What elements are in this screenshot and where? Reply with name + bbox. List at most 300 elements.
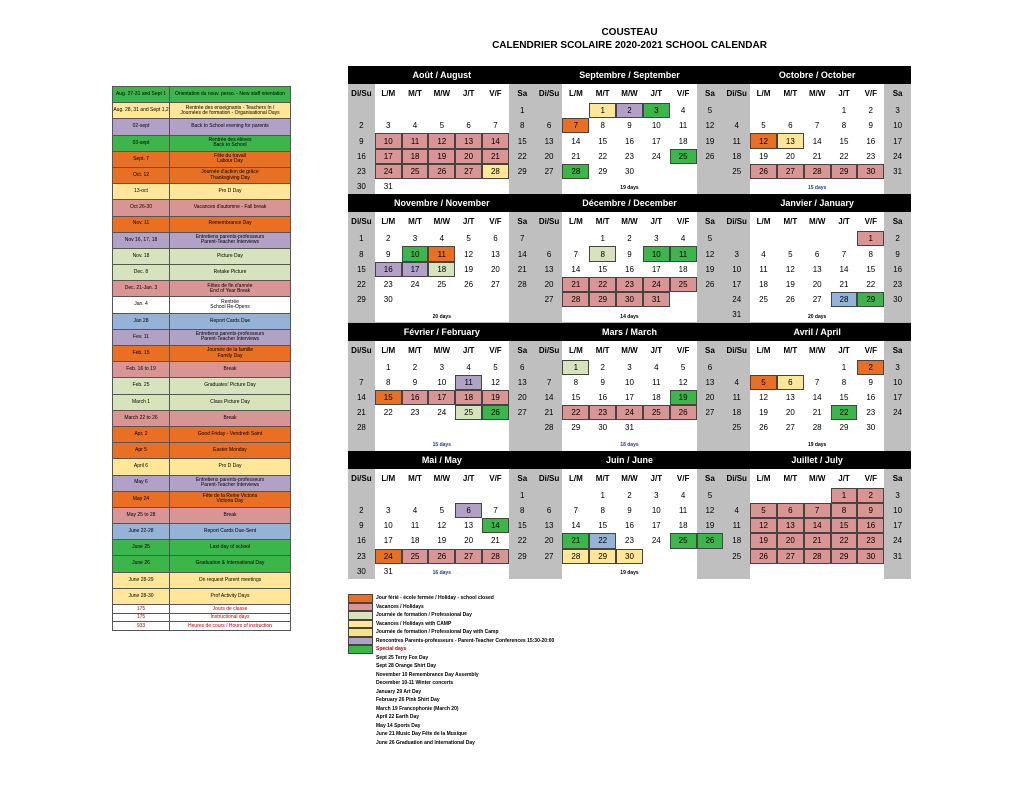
day-cell: 7 <box>831 246 858 261</box>
legend-text: Sept 25 Terry Fox Day <box>376 654 429 661</box>
weekday-header <box>536 469 724 488</box>
weekday-header <box>723 212 911 231</box>
event-description: Fêtes de fin d'année End of Year Break <box>207 282 253 294</box>
event-description: Graduates' Picture Day <box>204 382 256 389</box>
day-cell: 7 <box>562 118 589 133</box>
day-cell: 15 <box>589 518 616 533</box>
day-cell: 6 <box>777 503 804 518</box>
day-cell: 9 <box>375 246 402 261</box>
day-cell <box>884 179 911 194</box>
event-description: Entretiens parents-professeurs Parent-Teacher Interviews <box>195 476 265 489</box>
weekday-label: Sa <box>884 212 911 231</box>
weekday-label: J/T <box>643 212 670 231</box>
event-row <box>113 168 290 184</box>
month-block <box>723 194 911 322</box>
day-cell <box>482 420 509 435</box>
month-title: Septembre / September <box>536 66 724 84</box>
day-cell: 3 <box>375 118 402 133</box>
legend-row <box>348 662 608 671</box>
day-cell: 18 <box>670 518 697 533</box>
day-cell: 27 <box>536 549 563 564</box>
event-date: April 6 <box>113 459 170 474</box>
day-cell: 3 <box>375 503 402 518</box>
event-date: March 22 to 26 <box>113 411 170 426</box>
day-cell: 9 <box>616 118 643 133</box>
day-cell: 27 <box>777 164 804 179</box>
day-cell: 17 <box>884 518 911 533</box>
month-days <box>723 360 911 451</box>
event-description: Rentrée School Re-Opens <box>210 298 250 311</box>
day-cell <box>723 103 750 118</box>
day-cell: 16 <box>589 390 616 405</box>
day-cell <box>750 307 777 322</box>
weekday-label: Di/Su <box>723 212 750 231</box>
legend-swatch <box>348 594 373 603</box>
day-cell: 5 <box>697 488 724 503</box>
day-cell: 15 <box>831 133 858 148</box>
weekday-label: J/T <box>831 84 858 103</box>
school-days-count: 18 days <box>620 441 639 448</box>
day-cell <box>348 103 375 118</box>
day-cell <box>723 231 750 246</box>
event-row <box>113 362 290 378</box>
day-cell: 11 <box>750 262 777 277</box>
month-days <box>348 488 536 579</box>
weekday-label: V/F <box>857 84 884 103</box>
day-cell: 8 <box>589 246 616 261</box>
day-cell: 18 <box>402 533 429 548</box>
legend-text: April 22 Earth Day <box>376 714 420 721</box>
day-cell: 21 <box>482 533 509 548</box>
month-days <box>348 231 536 322</box>
day-cell <box>804 488 831 503</box>
event-date: June 25 <box>113 540 170 555</box>
event-row <box>113 395 290 411</box>
day-cell: 9 <box>348 133 375 148</box>
day-cell: 8 <box>509 503 536 518</box>
day-cell <box>670 436 697 451</box>
event-date: June 28-30 <box>113 589 170 604</box>
day-cell: 22 <box>589 277 616 292</box>
weekday-label: Di/Su <box>348 212 375 231</box>
weekday-label: L/M <box>375 469 402 488</box>
day-cell: 19 <box>750 149 777 164</box>
day-cell: 7 <box>804 375 831 390</box>
weekday-label: V/F <box>482 212 509 231</box>
day-cell <box>455 103 482 118</box>
day-cell <box>643 436 670 451</box>
day-cell: 19 <box>455 262 482 277</box>
weekday-label: Sa <box>697 212 724 231</box>
day-cell: 29 <box>831 164 858 179</box>
day-cell: 10 <box>428 375 455 390</box>
day-cell: 22 <box>589 149 616 164</box>
day-cell: 13 <box>536 262 563 277</box>
legend-swatch <box>348 662 373 671</box>
weekday-label: J/T <box>455 469 482 488</box>
day-cell: 22 <box>375 405 402 420</box>
day-cell: 11 <box>643 375 670 390</box>
day-cell <box>697 549 724 564</box>
day-cell: 30 <box>857 549 884 564</box>
day-cell: 1 <box>562 360 589 375</box>
weekday-label: J/T <box>455 341 482 360</box>
day-cell: 5 <box>750 118 777 133</box>
day-cell <box>643 420 670 435</box>
event-description: On request Parent meetings <box>198 576 262 583</box>
event-row <box>113 281 290 297</box>
day-cell: 1 <box>509 488 536 503</box>
month-grid <box>348 66 911 579</box>
day-cell: 29 <box>589 292 616 307</box>
event-date: May 6 <box>113 476 170 491</box>
month-block <box>348 66 536 194</box>
month-days <box>536 231 724 322</box>
day-cell: 26 <box>697 149 724 164</box>
day-cell: 20 <box>804 277 831 292</box>
legend-swatch <box>348 688 373 697</box>
event-description: Graduation & International Day <box>195 560 265 567</box>
month-block <box>536 451 724 579</box>
day-cell: 30 <box>589 420 616 435</box>
day-cell: 10 <box>375 133 402 148</box>
day-cell <box>509 292 536 307</box>
day-cell: 2 <box>616 488 643 503</box>
day-cell: 17 <box>643 133 670 148</box>
day-cell: 9 <box>884 246 911 261</box>
legend-text: January 29 Art Day <box>376 688 422 695</box>
event-row <box>113 540 290 556</box>
weekday-header <box>348 84 536 103</box>
day-cell: 28 <box>482 164 509 179</box>
day-cell: 12 <box>777 262 804 277</box>
day-cell: 14 <box>804 518 831 533</box>
day-cell: 3 <box>884 360 911 375</box>
day-cell: 11 <box>455 375 482 390</box>
day-cell: 28 <box>831 292 858 307</box>
event-row <box>113 184 290 200</box>
day-cell: 1 <box>589 488 616 503</box>
legend-text: Rencontres Parents-professeurs - Parent-Teacher Conferences 15:30-20:00 <box>376 637 555 644</box>
day-cell: 20 <box>482 262 509 277</box>
legend-swatch <box>348 705 373 714</box>
day-cell <box>884 436 911 451</box>
day-cell: 10 <box>375 518 402 533</box>
day-cell: 22 <box>857 277 884 292</box>
month-block <box>536 323 724 451</box>
legend-text: November 10 Remembrance Day Assembly <box>376 671 479 678</box>
month-title: Juin / June <box>536 451 724 469</box>
day-cell: 19 <box>697 262 724 277</box>
day-cell: 23 <box>348 164 375 179</box>
day-cell <box>482 103 509 118</box>
day-cell: 14 <box>482 133 509 148</box>
day-cell: 12 <box>697 246 724 261</box>
legend-row <box>348 628 608 637</box>
day-cell: 14 <box>562 262 589 277</box>
weekday-header <box>723 341 911 360</box>
day-cell: 4 <box>723 375 750 390</box>
day-cell: 31 <box>643 292 670 307</box>
day-cell <box>455 307 482 322</box>
day-cell: 21 <box>804 405 831 420</box>
day-cell <box>750 103 777 118</box>
day-cell: 20 <box>536 149 563 164</box>
day-cell: 17 <box>375 149 402 164</box>
weekday-label: M/T <box>589 341 616 360</box>
day-cell: 19 <box>697 518 724 533</box>
day-cell <box>589 436 616 451</box>
day-cell <box>375 436 402 451</box>
event-date: Fev. 11 <box>113 330 170 345</box>
day-cell: 1 <box>348 231 375 246</box>
day-cell <box>589 307 616 322</box>
legend-text: Journée de formation / Professional Day <box>376 612 472 619</box>
day-cell <box>884 307 911 322</box>
event-row <box>113 443 290 459</box>
total-number: 175 <box>113 614 170 622</box>
day-cell <box>509 179 536 194</box>
day-cell: 2 <box>857 103 884 118</box>
weekday-label: V/F <box>482 469 509 488</box>
day-cell: 11 <box>670 118 697 133</box>
day-cell: 15 <box>589 133 616 148</box>
day-cell <box>777 103 804 118</box>
day-cell <box>723 564 750 579</box>
event-date: 02-sept <box>113 119 170 134</box>
day-cell: 14 <box>482 518 509 533</box>
day-cell <box>402 488 429 503</box>
day-cell: 23 <box>348 549 375 564</box>
day-cell: 24 <box>616 405 643 420</box>
weekday-label: Di/Su <box>723 341 750 360</box>
weekday-label: L/M <box>562 212 589 231</box>
event-row <box>113 427 290 443</box>
event-date: 13-oct <box>113 184 170 199</box>
day-cell: 8 <box>831 503 858 518</box>
day-cell <box>562 564 589 579</box>
weekday-label: V/F <box>482 341 509 360</box>
day-cell: 27 <box>455 164 482 179</box>
day-cell: 28 <box>536 420 563 435</box>
event-date: 03-sept <box>113 136 170 151</box>
event-description: Rentrée des enseignants - Teachers In / Journées de formation - Organisational Days <box>180 104 280 116</box>
event-date: Aug. 27-31 and Sept 1 <box>113 87 170 102</box>
legend-swatch <box>348 679 373 688</box>
event-row <box>113 152 290 168</box>
day-cell: 30 <box>616 164 643 179</box>
day-cell <box>697 164 724 179</box>
event-row <box>113 524 290 540</box>
day-cell: 25 <box>428 277 455 292</box>
day-cell <box>536 179 563 194</box>
day-cell: 31 <box>616 420 643 435</box>
day-cell: 27 <box>777 549 804 564</box>
event-date: May 25 to 28 <box>113 508 170 523</box>
day-cell: 6 <box>804 246 831 261</box>
day-cell: 30 <box>857 164 884 179</box>
day-cell: 15 <box>831 518 858 533</box>
day-cell: 3 <box>643 231 670 246</box>
school-days-count: 16 days <box>432 570 452 576</box>
weekday-label: M/T <box>589 469 616 488</box>
school-days-count: 14 days <box>620 313 639 320</box>
day-cell: 8 <box>348 246 375 261</box>
day-cell: 1 <box>857 231 884 246</box>
day-cell <box>562 179 589 194</box>
day-cell: 20 <box>536 533 563 548</box>
day-cell: 12 <box>750 518 777 533</box>
day-cell: 19 <box>777 277 804 292</box>
day-cell: 31 <box>884 164 911 179</box>
month-block <box>723 66 911 194</box>
day-cell: 1 <box>831 103 858 118</box>
day-cell <box>536 564 563 579</box>
event-date: May 24 <box>113 492 170 507</box>
day-cell: 25 <box>402 549 429 564</box>
day-cell: 10 <box>884 375 911 390</box>
event-description: Pro D Day <box>218 188 242 195</box>
day-cell: 23 <box>616 277 643 292</box>
weekday-label: Di/Su <box>348 469 375 488</box>
day-cell: 22 <box>348 277 375 292</box>
day-cell: 2 <box>616 231 643 246</box>
day-cell: 6 <box>536 118 563 133</box>
event-row <box>113 314 290 330</box>
day-cell: 19 <box>750 533 777 548</box>
event-description: Break <box>223 366 237 373</box>
school-name: COUSTEAU <box>601 27 658 38</box>
day-cell: 6 <box>536 246 563 261</box>
day-cell: 17 <box>428 390 455 405</box>
day-cell: 16 <box>616 518 643 533</box>
day-cell: 9 <box>857 503 884 518</box>
weekday-label: L/M <box>375 341 402 360</box>
day-cell: 24 <box>428 405 455 420</box>
day-cell <box>348 488 375 503</box>
day-cell <box>750 179 777 194</box>
day-cell <box>804 231 831 246</box>
total-row <box>113 605 290 614</box>
day-cell <box>857 564 884 579</box>
weekday-label: J/T <box>643 84 670 103</box>
weekday-label: V/F <box>670 84 697 103</box>
event-date: Aug. 28, 31 and Sept 1,2 <box>113 103 170 118</box>
day-cell <box>428 420 455 435</box>
weekday-label: L/M <box>562 84 589 103</box>
day-cell: 5 <box>750 503 777 518</box>
school-days-count: 19 days <box>620 570 639 576</box>
day-cell: 7 <box>562 246 589 261</box>
legend-swatch <box>348 722 373 731</box>
day-cell: 20 <box>697 390 724 405</box>
day-cell <box>482 564 509 579</box>
day-cell: 16 <box>857 390 884 405</box>
day-cell <box>831 307 858 322</box>
event-description: Back to School evening for parents <box>191 123 269 130</box>
weekday-label: V/F <box>857 212 884 231</box>
legend-text: February 26 Pink Shirt Day <box>376 697 440 704</box>
day-cell: 18 <box>402 149 429 164</box>
day-cell: 14 <box>804 133 831 148</box>
day-cell: 10 <box>616 375 643 390</box>
day-cell: 15 <box>831 390 858 405</box>
weekday-label: Di/Su <box>348 84 375 103</box>
weekday-label: L/M <box>562 469 589 488</box>
month-block <box>723 323 911 451</box>
day-cell: 23 <box>402 405 429 420</box>
weekday-label: L/M <box>750 212 777 231</box>
weekday-label: M/W <box>616 341 643 360</box>
event-description: Orientation du nouv. perso. - New staff orientation <box>175 90 285 97</box>
day-cell <box>562 231 589 246</box>
day-cell: 27 <box>536 164 563 179</box>
weekday-label: Di/Su <box>723 84 750 103</box>
day-cell: 20 <box>509 390 536 405</box>
day-cell <box>777 307 804 322</box>
weekday-label: M/T <box>589 84 616 103</box>
event-row <box>113 297 290 313</box>
day-cell <box>482 307 509 322</box>
weekday-label: M/T <box>402 469 429 488</box>
day-cell: 15 <box>857 262 884 277</box>
day-cell: 5 <box>428 118 455 133</box>
day-cell: 1 <box>509 103 536 118</box>
day-cell: 18 <box>670 133 697 148</box>
total-label: Instructional days <box>210 614 250 621</box>
day-cell: 30 <box>348 179 375 194</box>
day-cell: 11 <box>670 503 697 518</box>
month-days <box>723 231 911 322</box>
day-cell <box>375 420 402 435</box>
day-cell: 13 <box>455 518 482 533</box>
weekday-label: Sa <box>509 212 536 231</box>
day-cell: 14 <box>562 133 589 148</box>
event-row <box>113 346 290 362</box>
legend-row <box>348 671 608 680</box>
event-description: Vacances d'automne - Fall break <box>193 204 267 211</box>
weekday-label: Di/Su <box>723 469 750 488</box>
day-cell <box>455 420 482 435</box>
day-cell: 6 <box>777 375 804 390</box>
day-cell <box>697 564 724 579</box>
day-cell: 21 <box>562 277 589 292</box>
event-row <box>113 378 290 394</box>
weekday-label: J/T <box>831 341 858 360</box>
day-cell: 11 <box>402 518 429 533</box>
day-cell: 26 <box>428 549 455 564</box>
day-cell: 17 <box>375 533 402 548</box>
weekday-label: L/M <box>750 84 777 103</box>
day-cell: 4 <box>428 231 455 246</box>
day-cell <box>402 436 429 451</box>
day-cell: 9 <box>616 246 643 261</box>
day-cell: 6 <box>455 503 482 518</box>
day-cell <box>509 420 536 435</box>
day-cell: 8 <box>589 503 616 518</box>
weekday-label: M/T <box>402 341 429 360</box>
weekday-header <box>723 84 911 103</box>
day-cell: 28 <box>562 292 589 307</box>
day-cell: 25 <box>670 277 697 292</box>
month-days <box>536 103 724 194</box>
day-cell: 24 <box>643 277 670 292</box>
day-cell: 7 <box>536 375 563 390</box>
weekday-label: M/T <box>402 84 429 103</box>
weekday-label: J/T <box>831 469 858 488</box>
legend-row <box>348 603 608 612</box>
day-cell: 20 <box>777 405 804 420</box>
